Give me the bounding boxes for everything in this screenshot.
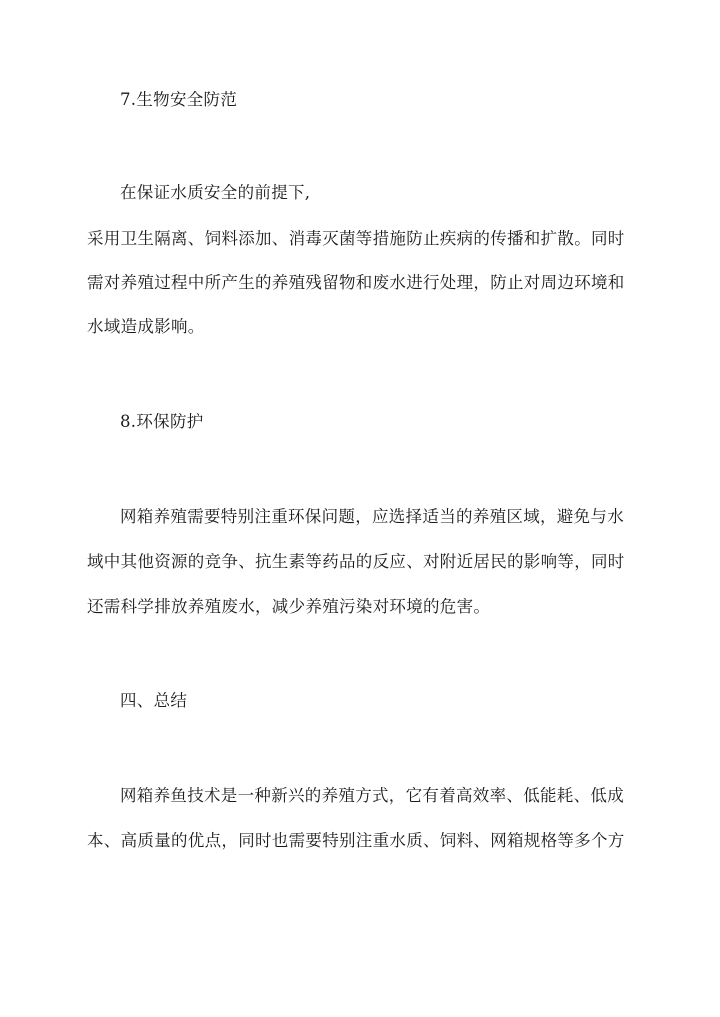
paragraph-line: 需对养殖过程中所产生的养殖残留物和废水进行处理，防止对周边环境和 [87,273,625,292]
section-heading-summary: 四、总结 [120,691,188,710]
section-heading-biosecurity: 7.生物安全防范 [120,90,238,109]
paragraph-line: 网箱养殖需要特别注重环保问题，应选择适当的养殖区域，避免与水 [120,507,624,526]
paragraph-line: 水域造成影响。 [87,317,205,336]
paragraph-line: 采用卫生隔离、饲料添加、消毒灭菌等措施防止疾病的传播和扩散。同时 [87,229,625,248]
paragraph-line: 域中其他资源的竞争、抗生素等药品的反应、对附近居民的影响等，同时 [87,552,625,571]
paragraph-line: 还需科学排放养殖废水，减少养殖污染对环境的危害。 [87,597,491,616]
paragraph-line: 在保证水质安全的前提下, [120,183,311,202]
section-heading-environmental: 8.环保防护 [120,412,204,431]
paragraph-line: 网箱养鱼技术是一种新兴的养殖方式，它有着高效率、低能耗、低成 [120,786,624,805]
paragraph-line: 本、高质量的优点，同时也需要特别注重水质、饲料、网箱规格等多个方 [87,831,625,850]
